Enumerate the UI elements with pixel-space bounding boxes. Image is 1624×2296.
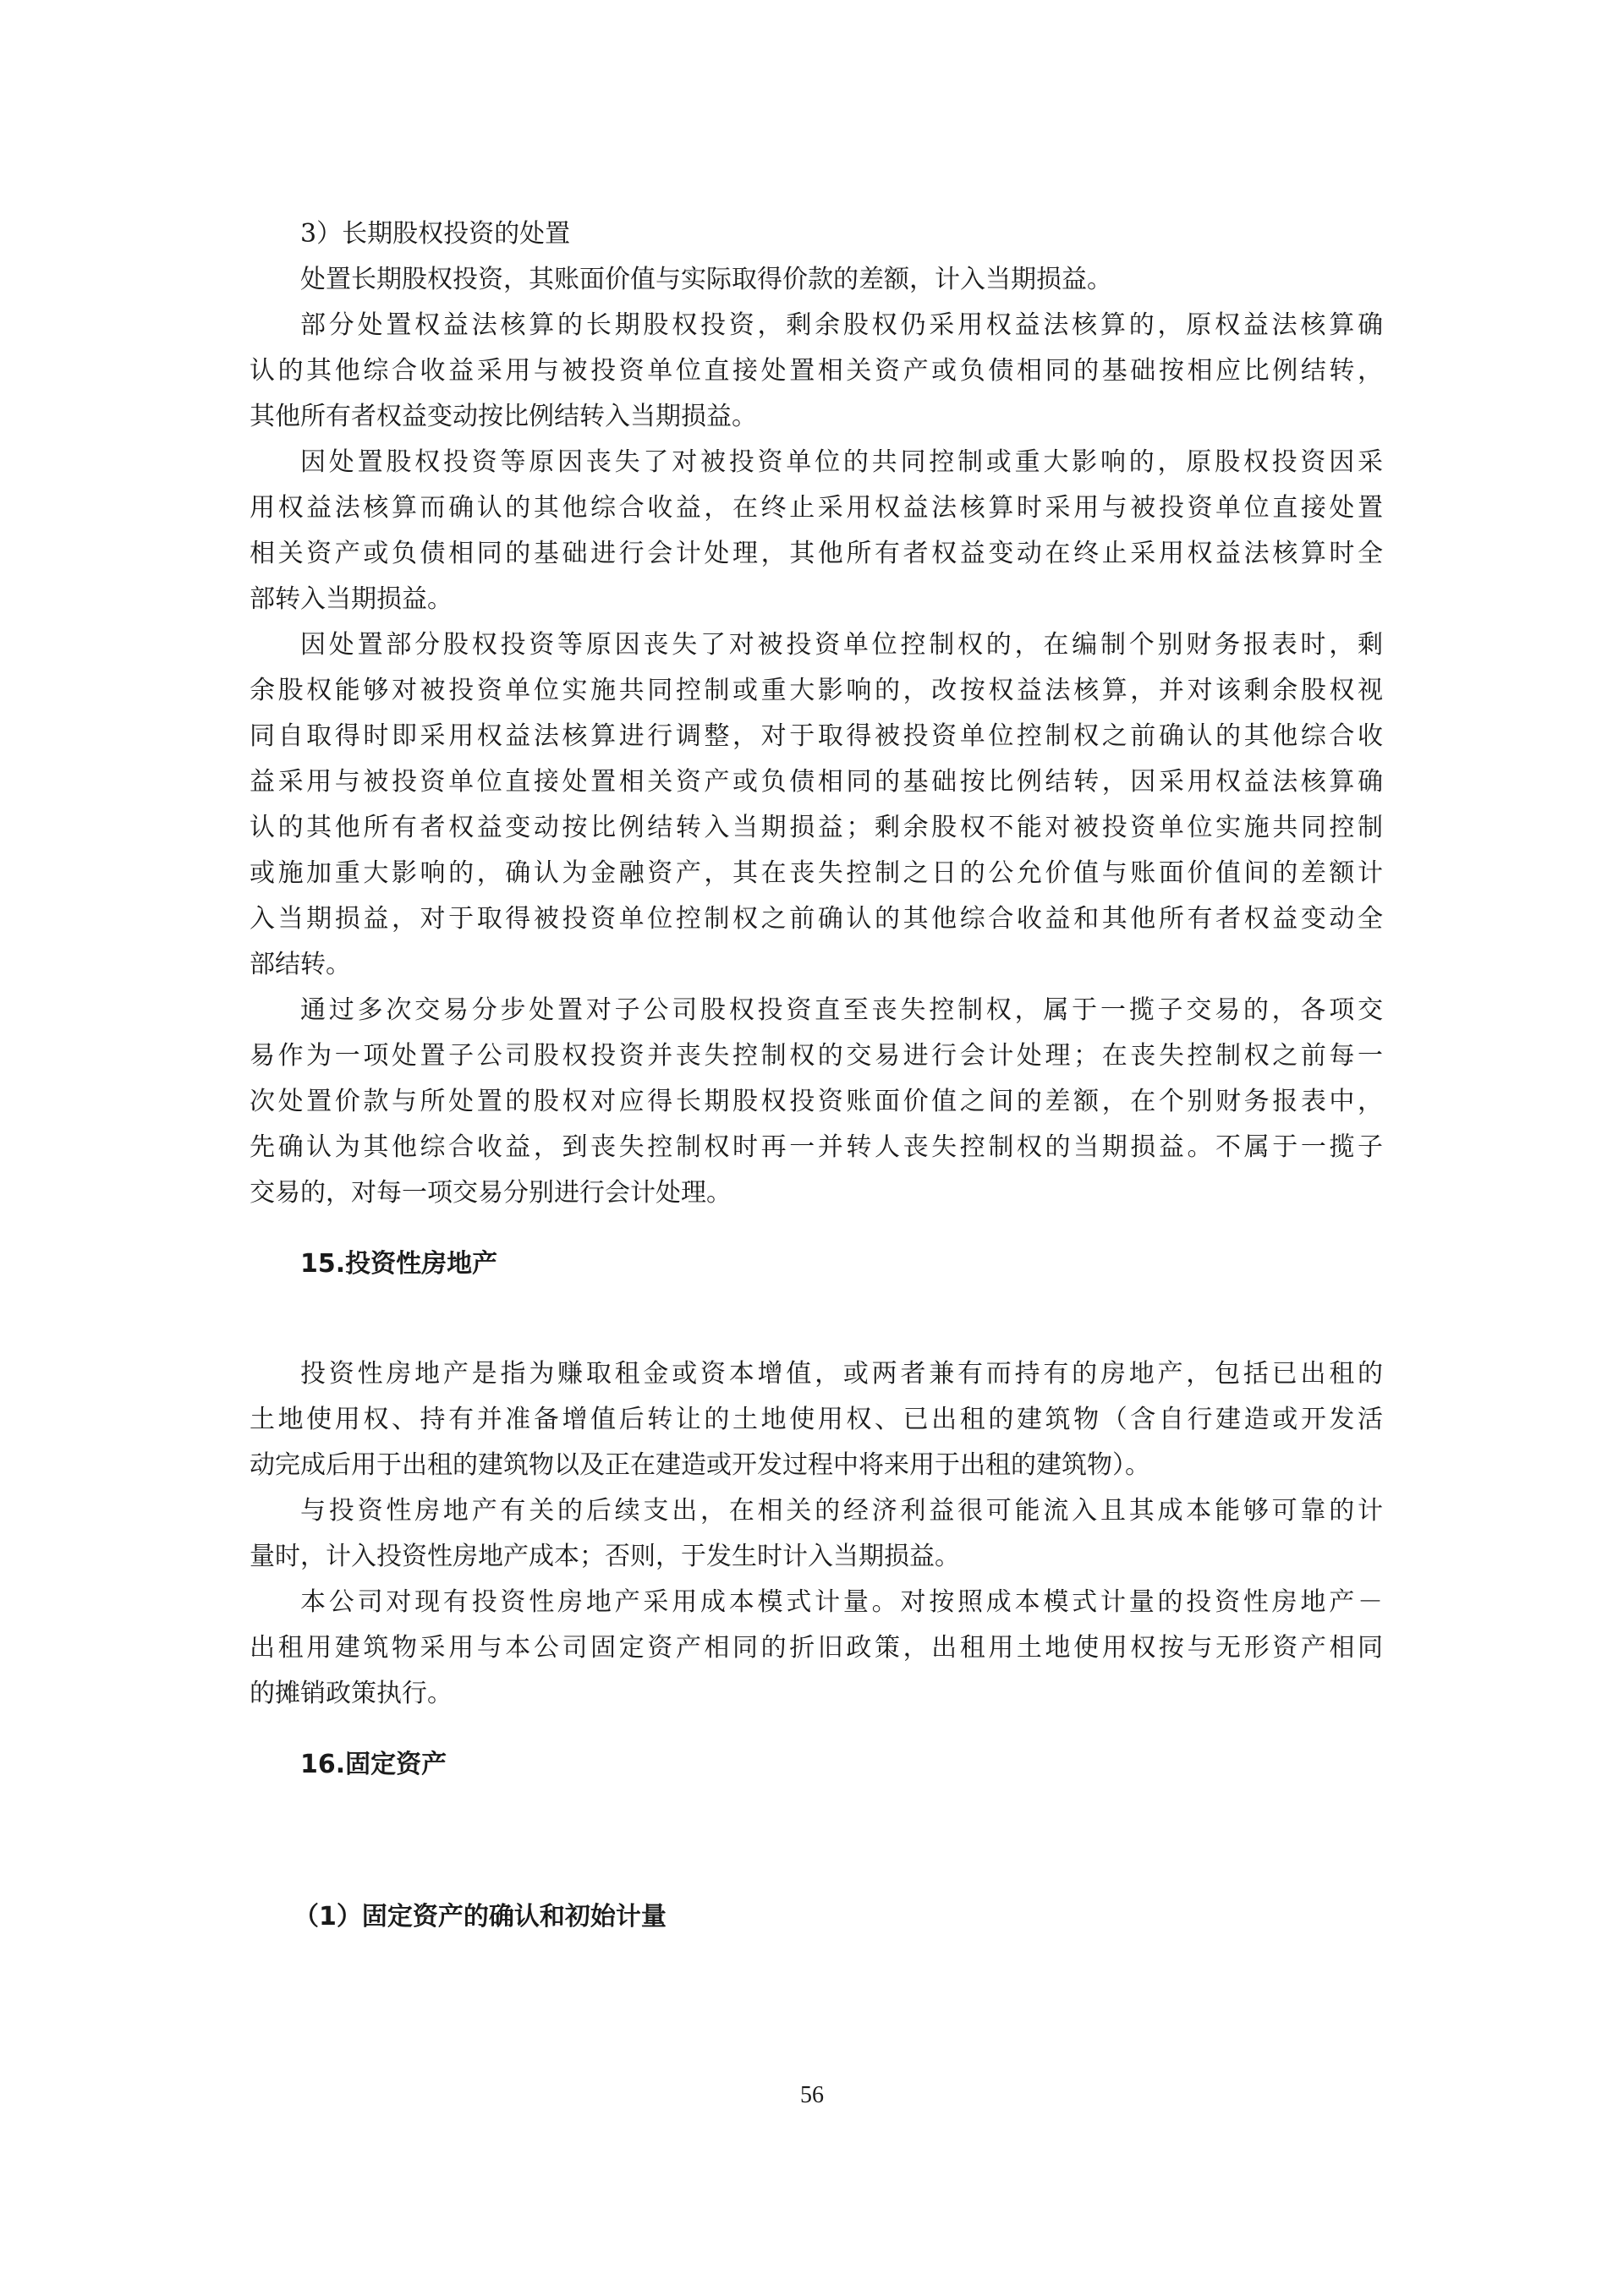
text-line: 出租用建筑物采用与本公司固定资产相同的折旧政策，出租用土地使用权按与无形资产相同 bbox=[250, 1633, 1383, 1663]
text-line: 部结转。 bbox=[250, 950, 351, 979]
text-line: 通过多次交易分步处置对子公司股权投资直至丧失控制权，属于一揽子交易的，各项交 bbox=[300, 995, 1383, 1025]
text-line: 入当期损益，对于取得被投资单位控制权之前确认的其他综合收益和其他所有者权益变动全 bbox=[250, 904, 1383, 934]
paragraph-loss-of-control bbox=[250, 622, 1383, 988]
text-line: 益采用与被投资单位直接处置相关资产或负债相同的基础按比例结转，因采用权益法核算确 bbox=[250, 767, 1383, 797]
text-line: 量时，计入投资性房地产成本；否则，于发生时计入当期损益。 bbox=[250, 1542, 960, 1571]
text-line: 动完成后用于出租的建筑物以及正在建造或开发过程中将来用于出租的建筑物）。 bbox=[250, 1450, 1150, 1480]
text-line: 余股权能够对被投资单位实施共同控制或重大影响的，改按权益法核算，并对该剩余股权视 bbox=[250, 676, 1383, 705]
spacer bbox=[250, 1312, 1383, 1351]
text-line: 的摊销政策执行。 bbox=[250, 1679, 453, 1708]
text-line: 处置长期股权投资，其账面价值与实际取得价款的差额，计入当期损益。 bbox=[300, 265, 1112, 294]
text-line: 易作为一项处置子公司股权投资并丧失控制权的交易进行会计处理；在丧失控制权之前每一 bbox=[250, 1041, 1383, 1071]
text-line: 同自取得时即采用权益法核算进行调整，对于取得被投资单位控制权之前确认的其他综合收 bbox=[250, 721, 1383, 751]
paragraph-disposal-gain-loss bbox=[250, 257, 1383, 303]
paragraph-partial-disposal-equity-method bbox=[250, 303, 1383, 440]
text-line: 次处置价款与所处置的股权对应得长期股权投资账面价值之间的差额，在个别财务报表中， bbox=[250, 1087, 1383, 1116]
text-line: 投资性房地产是指为赚取租金或资本增值，或两者兼有而持有的房地产，包括已出租的 bbox=[300, 1359, 1383, 1389]
text-line: 部分处置权益法核算的长期股权投资，剩余股权仍采用权益法核算的，原权益法核算确 bbox=[300, 310, 1383, 340]
document-body bbox=[250, 211, 1383, 1965]
text-line: 或施加重大影响的，确认为金融资产，其在丧失控制之日的公允价值与账面价值间的差额计 bbox=[250, 858, 1383, 888]
subsection-heading-fixed-asset-recognition: （1）固定资产的确认和初始计量 bbox=[294, 1902, 667, 1932]
text-line: 先确认为其他综合收益，到丧失控制权时再一并转人丧失控制权的当期损益。不属于一揽子 bbox=[250, 1132, 1383, 1162]
text-line: 与投资性房地产有关的后续支出，在相关的经济利益很可能流入且其成本能够可靠的计 bbox=[300, 1496, 1383, 1526]
paragraph-cost-model bbox=[250, 1580, 1383, 1717]
text-line: 认的其他所有者权益变动按比例结转入当期损益；剩余股权不能对被投资单位实施共同控制 bbox=[250, 813, 1383, 842]
paragraph-stepwise-disposal bbox=[250, 988, 1383, 1216]
paragraph-loss-of-joint-control bbox=[250, 440, 1383, 622]
section-heading-investment-property: 15.投资性房地产 bbox=[300, 1249, 498, 1279]
text-line: 土地使用权、持有并准备增值后转让的土地使用权、已出租的建筑物（含自行建造或开发活 bbox=[250, 1405, 1383, 1434]
text-line: 部转入当期损益。 bbox=[250, 584, 453, 614]
section-heading-fixed-assets: 16.固定资产 bbox=[300, 1750, 447, 1779]
paragraph-subsequent-expenditure bbox=[250, 1488, 1383, 1580]
subheading-equity-disposal: 3）长期股权投资的处置 bbox=[300, 219, 571, 249]
spacer bbox=[250, 1813, 1383, 1869]
paragraph-investment-property-definition bbox=[250, 1351, 1383, 1488]
text-line: 本公司对现有投资性房地产采用成本模式计量。对按照成本模式计量的投资性房地产－ bbox=[300, 1587, 1383, 1617]
text-line: 因处置股权投资等原因丧失了对被投资单位的共同控制或重大影响的，原股权投资因采 bbox=[300, 447, 1383, 477]
page-number: 56 bbox=[800, 2082, 824, 2108]
text-line: 相关资产或负债相同的基础进行会计处理，其他所有者权益变动在终止采用权益法核算时全 bbox=[250, 539, 1383, 568]
text-line: 因处置部分股权投资等原因丧失了对被投资单位控制权的，在编制个别财务报表时，剩 bbox=[300, 630, 1383, 660]
text-line: 其他所有者权益变动按比例结转入当期损益。 bbox=[250, 402, 757, 431]
text-line: 用权益法核算而确认的其他综合收益，在终止采用权益法核算时采用与被投资单位直接处置 bbox=[250, 493, 1383, 523]
text-line: 交易的，对每一项交易分别进行会计处理。 bbox=[250, 1178, 732, 1208]
text-line: 认的其他综合收益采用与被投资单位直接处置相关资产或负债相同的基础按相应比例结转， bbox=[250, 356, 1383, 386]
